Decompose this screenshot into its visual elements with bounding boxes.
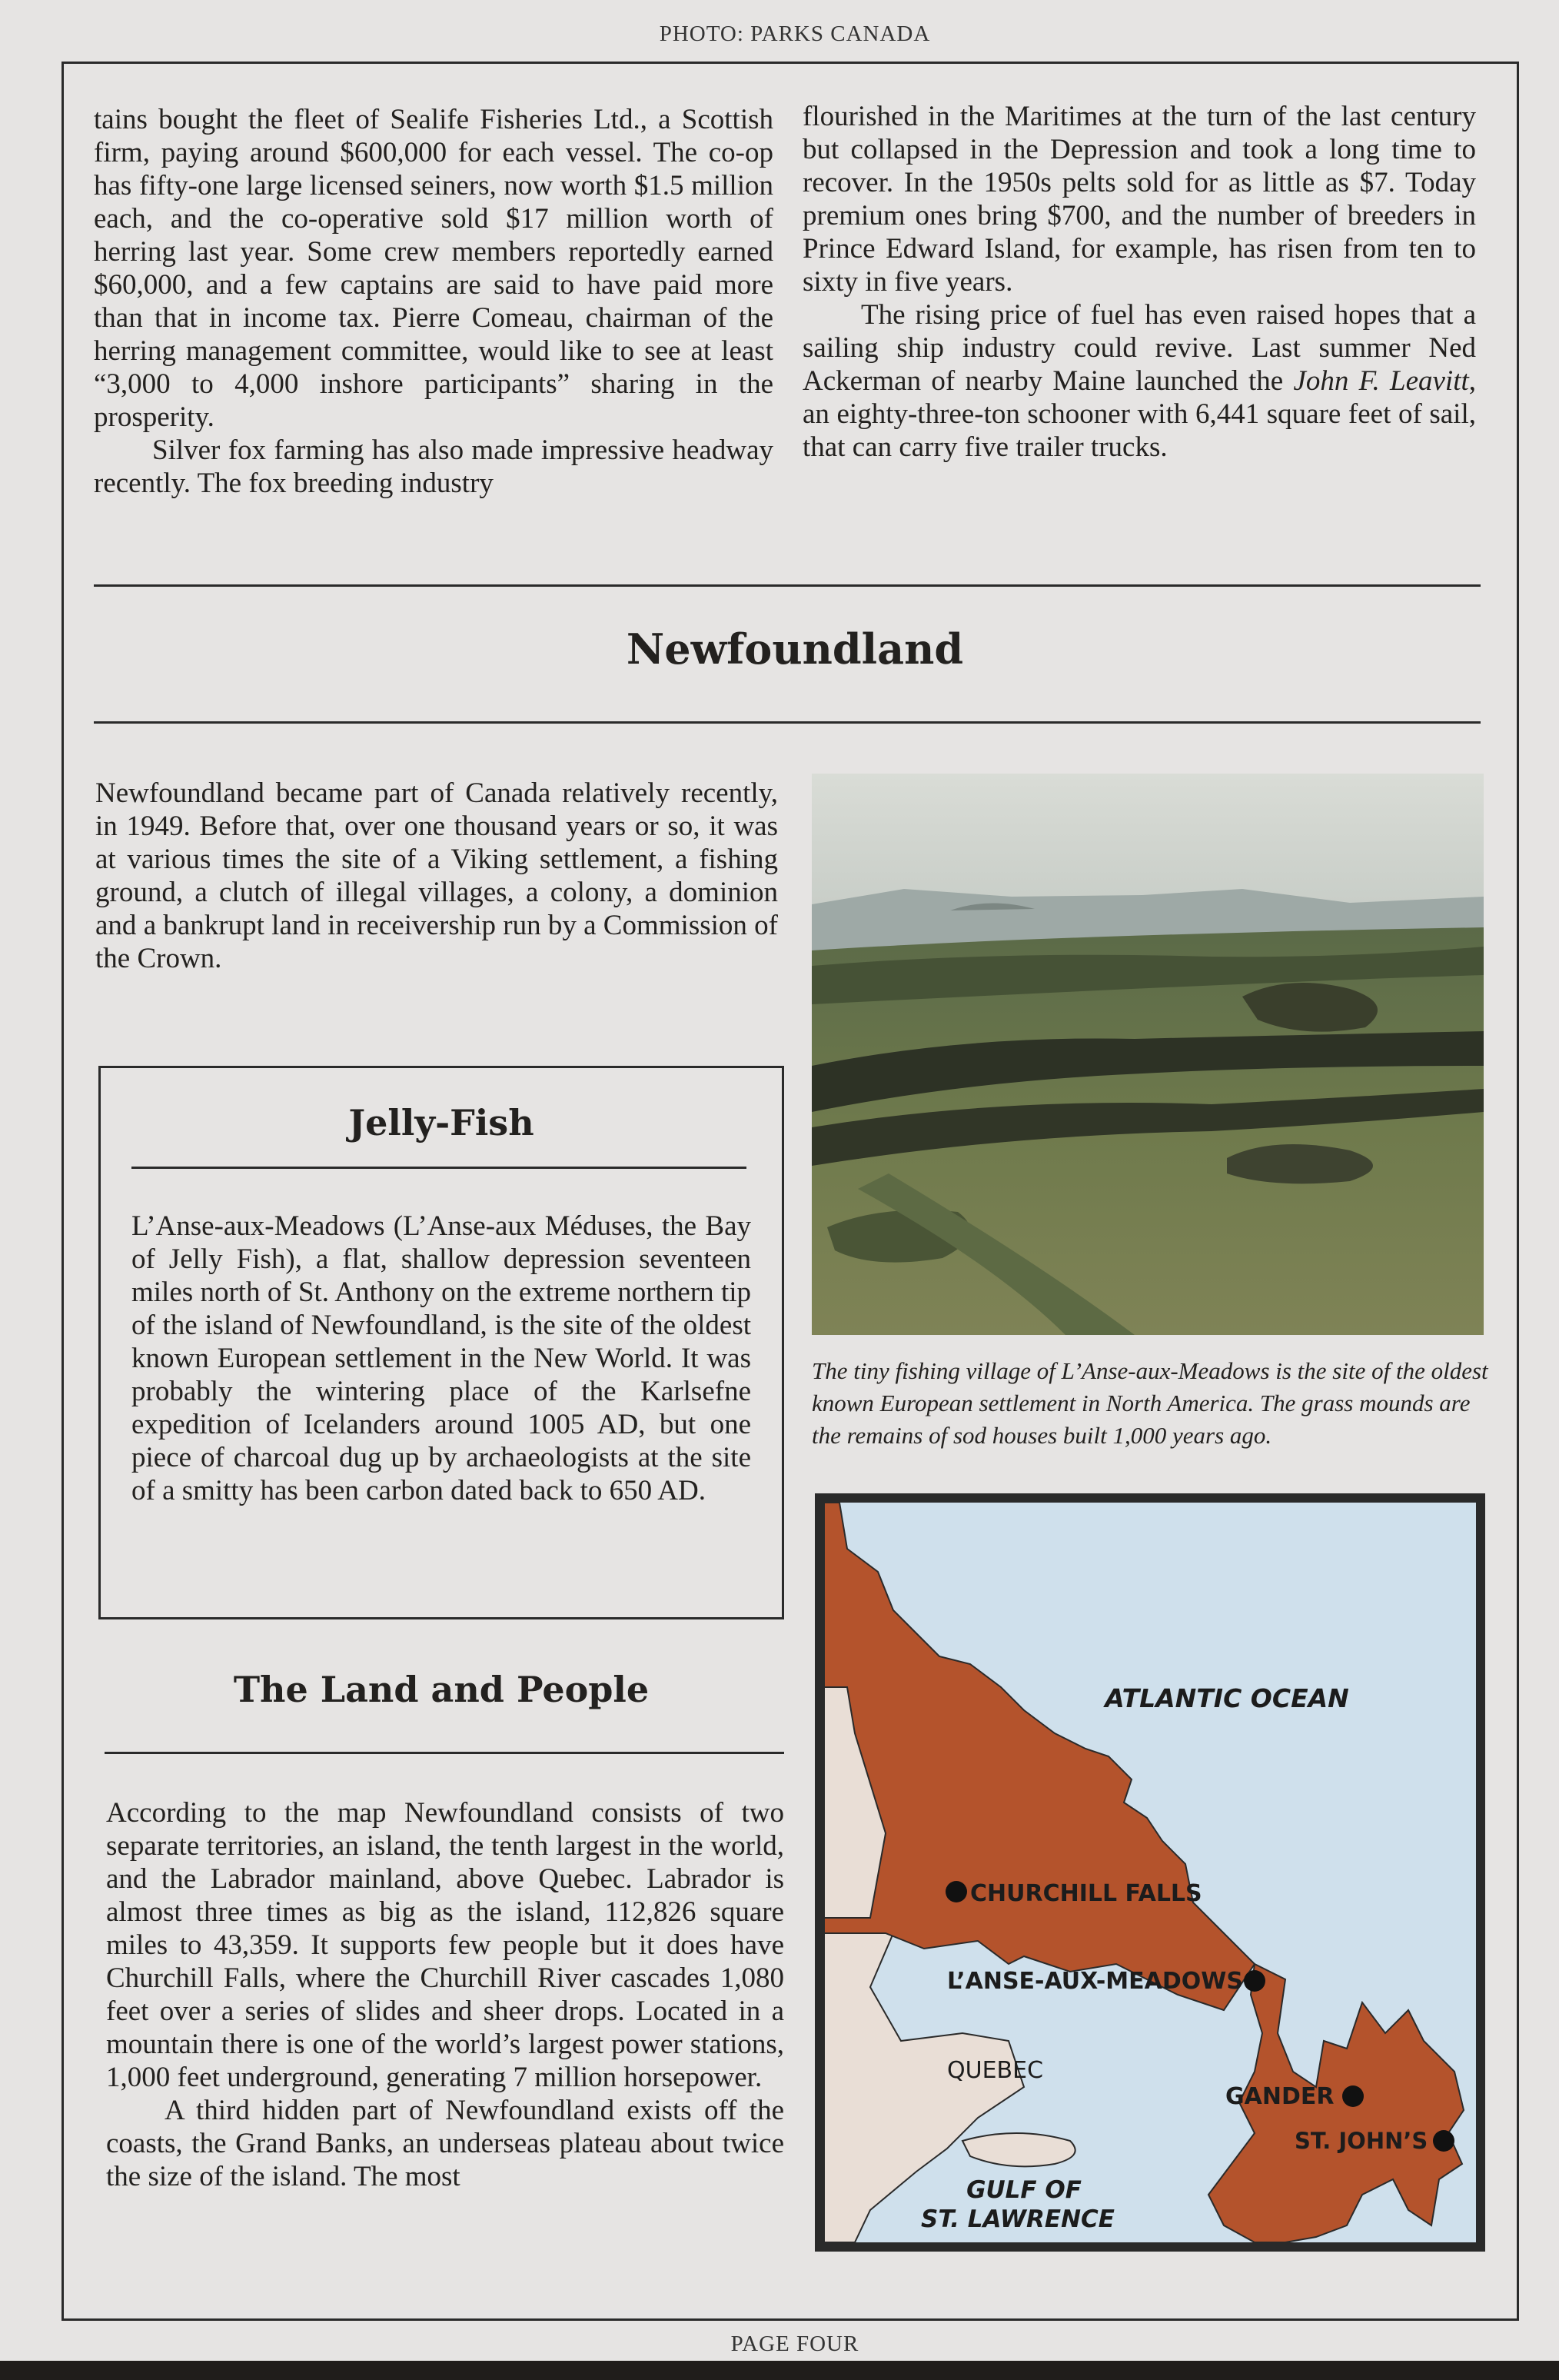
gulf-label-line-1: GULF OF xyxy=(966,2176,1082,2204)
lanse-aux-meadows-marker xyxy=(1244,1970,1265,1992)
place-label-lanse-aux-meadows: L’ANSE-AUX-MEADOWS xyxy=(947,1968,1243,1995)
ship-name: John F. Leavitt xyxy=(1293,365,1469,397)
page-edge xyxy=(0,2361,1559,2380)
section-title: Newfoundland xyxy=(626,624,964,674)
paragraph: Silver fox farming has also made impressive headway recently. The fox breeding industry xyxy=(94,434,773,499)
sidebar-text: L’Anse-aux-Meadows (L’Anse-aux Méduses, the Bay of Jelly Fish), a flat, shallow depression seventeen miles north of St. Anthony on the extreme northern tip of the island of Newfoundland, is the site of the oldest known European settlement in the New World. It was probably the wintering place of the Karlsefne expedition of Icelanders around 1005 AD, but one piece of charcoal dug up by archaeologists at the site of a smitty has been carbon dated back to 650 AD. xyxy=(131,1210,751,1506)
paragraph: The rising price of fuel has even raised hopes that a sailing ship industry could revive. Last summer Ned Ackerman of nearby Maine launched the John F. Leavitt, an eighty-three-ton schooner with 6,441 square feet of sail, that can carry five trailer trucks. xyxy=(803,299,1476,463)
paragraph: tains bought the fleet of Sealife Fisheries Ltd., a Scottish firm, paying around $600,000 for each vessel. The co-op has fifty-one large licensed seiners, now worth $1.5 million each, and the co-operative sold $17 million worth of herring last year. Some crew members reportedly earned $60,000, and a few captains are said to have paid more than that in income tax. Pierre Comeau, chairman of the herring management committee, would like to see at least “3,000 to 4,000 inshore participants” sharing in the prosperity. xyxy=(94,104,773,433)
divider xyxy=(131,1167,746,1169)
landscape-image xyxy=(812,774,1484,1335)
map-drawing xyxy=(824,1503,1476,2242)
st-johns-marker xyxy=(1433,2130,1454,2152)
top-left-column xyxy=(94,103,773,500)
ocean-label: ATLANTIC OCEAN xyxy=(1105,1683,1349,1713)
paragraph: A third hidden part of Newfoundland exists off the coasts, the Grand Banks, an underseas plateau about twice the size of the island. The most xyxy=(106,2095,784,2192)
gulf-label-line-2: ST. LAWRENCE xyxy=(921,2205,1115,2233)
place-label-churchill-falls: CHURCHILL FALLS xyxy=(970,1880,1202,1907)
divider xyxy=(94,721,1481,724)
place-label-gander: GANDER xyxy=(1225,2083,1335,2110)
section-intro: Newfoundland became part of Canada relatively recently, in 1949. Before that, over one thousand years or so, it was at various times the site of a Viking settlement, a fishing ground, a clutch of illegal villages, a colony, a dominion and a bankrupt land in receivership run by a Commission of the Crown. xyxy=(95,777,778,974)
gander-marker xyxy=(1342,2085,1364,2107)
place-label-quebec: QUEBEC xyxy=(947,2057,1044,2084)
sidebar-box xyxy=(98,1066,784,1619)
page-number: PAGE FOUR xyxy=(730,2332,859,2356)
place-label-st-johns: ST. JOHN’S xyxy=(1295,2128,1428,2154)
paragraph: According to the map Newfoundland consists of two separate territories, an island, the tenth largest in the world, and the Labrador mainland, above Quebec. Labrador is almost three times as big as the island, 112,826 square miles to 43,359. It supports few people but it does have Churchill Falls, where the Churchill River cascades 1,080 feet over a series of slides and sheer drops. Located in a mountain there is one of the world’s largest power stations, 1,000 feet underground, generating 7 million horsepower. xyxy=(106,1797,784,2093)
divider xyxy=(105,1752,784,1754)
paragraph: flourished in the Maritimes at the turn of the last century but collapsed in the Depression and took a long time to recover. In the 1950s pelts sold for as little as $7. Today premium ones bring $700, and the number of breeders in Prince Edward Island, for example, has risen from ten to sixty in five years. xyxy=(803,101,1476,298)
churchill-falls-marker xyxy=(946,1881,967,1902)
newfoundland-map xyxy=(815,1493,1485,2252)
photo-credit: PHOTO: PARKS CANADA xyxy=(659,22,931,46)
settlement-photo xyxy=(812,774,1484,1335)
divider xyxy=(94,584,1481,587)
land-text xyxy=(106,1796,784,2193)
top-right-column xyxy=(803,100,1476,464)
subheading: The Land and People xyxy=(233,1669,650,1710)
sidebar-title: Jelly-Fish xyxy=(348,1102,534,1143)
photo-caption: The tiny fishing village of L’Anse-aux-Meadows is the site of the oldest known European settlement in North America. The grass mounds are the remains of sod houses built 1,000 years ago. xyxy=(812,1357,1488,1449)
